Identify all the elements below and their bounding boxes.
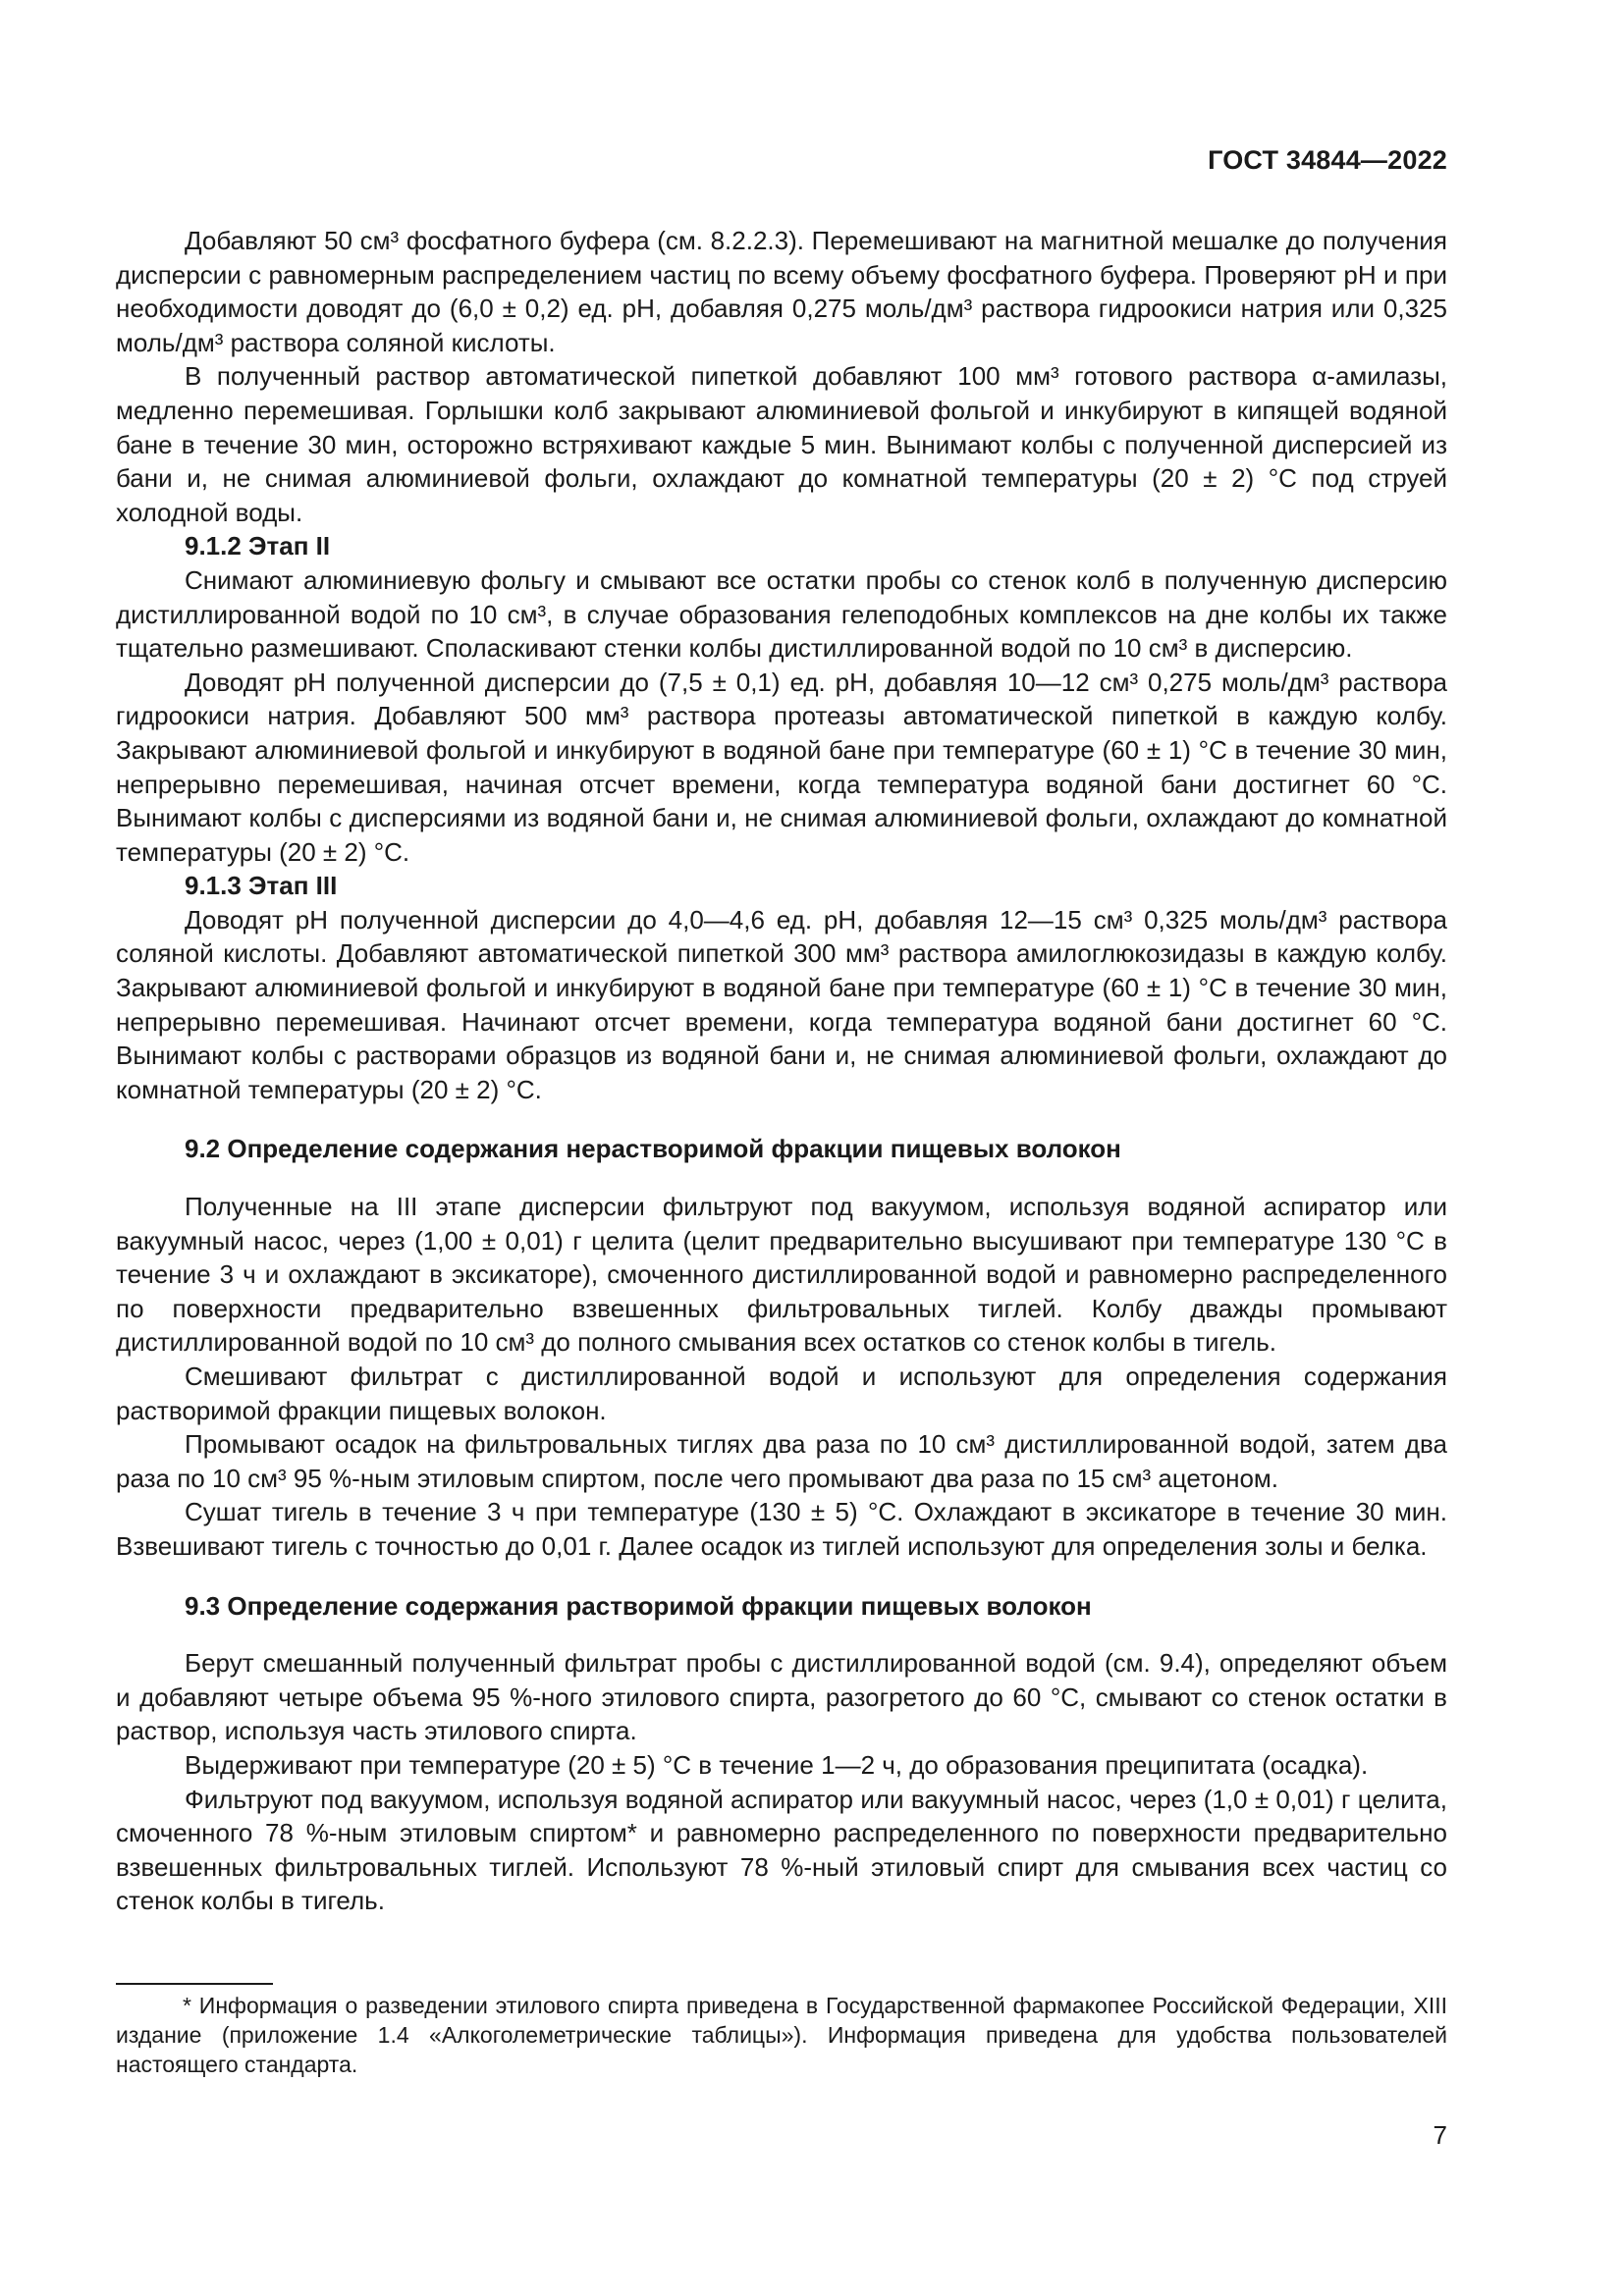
paragraph: Смешивают фильтрат с дистиллированной водой и используют для определения содержания растворимой фракции пищевых волокон. (116, 1362, 1447, 1425)
paragraph: Добавляют 50 см³ фосфатного буфера (см. 8.2.2.3). Перемешивают на магнитной мешалке до получения дисперсии с равномерным распределением частиц по всему объему фосфатного буфера. Проверяют pH и при необходимости доводят до (6,0 ± 0,2) ед. pH, добавляя 0,275 моль/дм³ раствора гидроокиси натрия или 0,325 моль/дм³ раствора соляной кислоты. (116, 226, 1447, 357)
document-body (116, 224, 1447, 1918)
paragraph: Доводят pH полученной дисперсии до 4,0—4,6 ед. pH, добавляя 12—15 см³ 0,325 моль/дм³ раствора соляной кислоты. Добавляют автоматической пипеткой 300 мм³ раствора амилоглюкозидазы в каждую колбу. Закрывают алюминиевой фольгой и инкубируют в водяной бане при температуре (60 ± 1) °С в течение 30 мин, непрерывно перемешивая. Начинают отсчет времени, когда температура водяной бани достигнет 60 °С. Вынимают колбы с растворами образцов из водяной бани и, не снимая алюминиевой фольги, охлаждают до комнатной температуры (20 ± 2) °С. (116, 904, 1447, 1104)
section-heading-9-2: 9.2 Определение содержания нерастворимой фракции пищевых волокон (185, 1134, 1121, 1164)
standard-header: ГОСТ 34844—2022 (1208, 145, 1447, 175)
footnote (116, 1991, 1447, 2079)
paragraph: Доводят pH полученной дисперсии до (7,5 ± 0,1) ед. pH, добавляя 10—12 см³ 0,275 моль/дм³ раствора гидроокиси натрия. Добавляют 500 мм³ раствора протеазы автоматической пипеткой в каждую колбу. Закрывают алюминиевой фольгой и инкубируют в водяной бане при температуре (60 ± 1) °С в течение 30 мин, непрерывно перемешивая, начиная отсчет времени, когда температура водяной бани достигнет 60 °С. Вынимают колбы с дисперсиями из водяной бани и, не снимая алюминиевой фольги, охлаждают до комнатной температуры (20 ± 2) °С. (116, 667, 1447, 867)
section-heading-9-3: 9.3 Определение содержания растворимой фракции пищевых волокон (185, 1590, 1092, 1621)
paragraph: Фильтруют под вакуумом, используя водяной аспиратор или вакуумный насос, через (1,0 ± 0,01) г целита, смоченного 78 %-ным этиловым спиртом* и равномерно распределенного по поверхности предварительно взвешенных фильтровальных тиглей. Используют 78 %-ный этиловый спирт для смывания всех частиц со стенок колбы в тигель. (116, 1784, 1447, 1916)
page-number: 7 (1433, 2120, 1447, 2150)
paragraph: Промывают осадок на фильтровальных тиглях два раза по 10 см³ дистиллированной водой, затем два раза по 10 см³ 95 %-ным этиловым спиртом, после чего промывают два раза по 15 см³ ацетоном. (116, 1429, 1447, 1493)
paragraph: Берут смешанный полученный фильтрат пробы с дистиллированной водой (см. 9.4), определяют объем и добавляют четыре объема 95 %-ного этилового спирта, разогретого до 60 °С, смывают со стенок остатки в раствор, используя часть этилового спирта. (116, 1648, 1447, 1746)
subsection-heading-9-1-2: 9.1.2 Этап II (185, 531, 331, 561)
paragraph: Полученные на III этапе дисперсии фильтруют под вакуумом, используя водяной аспиратор или вакуумный насос, через (1,00 ± 0,01) г целита (целит предварительно высушивают при температуре 130 °С в течение 3 ч и охлаждают в эксикаторе), смоченного дистиллированной водой и равномерно распределенного по поверхности предварительно взвешенных фильтровальных тиглей. Колбу дважды промывают дистиллированной водой по 10 см³ до полного смывания всех остатков со стенок колбы в тигель. (116, 1192, 1447, 1358)
subsection-heading-9-1-3: 9.1.3 Этап III (185, 871, 338, 901)
footnote-text: * Информация о разведении этилового спирта приведена в Государственной фармакопее Российской Федерации, XIII издание (приложение 1.4 «Алкоголеметрические таблицы»). Информация приведена для удобства пользователей настоящего стандарта. (116, 1993, 1447, 2077)
paragraph: Сушат тигель в течение 3 ч при температуре (130 ± 5) °С. Охлаждают в эксикаторе в течение 30 мин. Взвешивают тигель с точностью до 0,01 г. Далее осадок из тиглей используют для определения золы и белка. (116, 1497, 1447, 1561)
paragraph: Выдерживают при температуре (20 ± 5) °С в течение 1—2 ч, до образования преципитата (осадка). (185, 1749, 1369, 1780)
footnote-separator (116, 1983, 273, 1985)
paragraph: Снимают алюминиевую фольгу и смывают все остатки пробы со стенок колб в полученную дисперсию дистиллированной водой по 10 см³, в случае образования гелеподобных комплексов на дне колбы их также тщательно размешивают. Споласкивают стенки колбы дистиллированной водой по 10 см³ в дисперсию. (116, 564, 1447, 664)
paragraph: В полученный раствор автоматической пипеткой добавляют 100 мм³ готового раствора α-амилазы, медленно перемешивая. Горлышки колб закрывают алюминиевой фольгой и инкубируют в кипящей водяной бане в течение 30 мин, осторожно встряхивают каждые 5 мин. Вынимают колбы с полученной дисперсией из бани и, не снимая алюминиевой фольги, охлаждают до комнатной температуры (20 ± 2) °С под струей холодной воды. (116, 361, 1447, 527)
